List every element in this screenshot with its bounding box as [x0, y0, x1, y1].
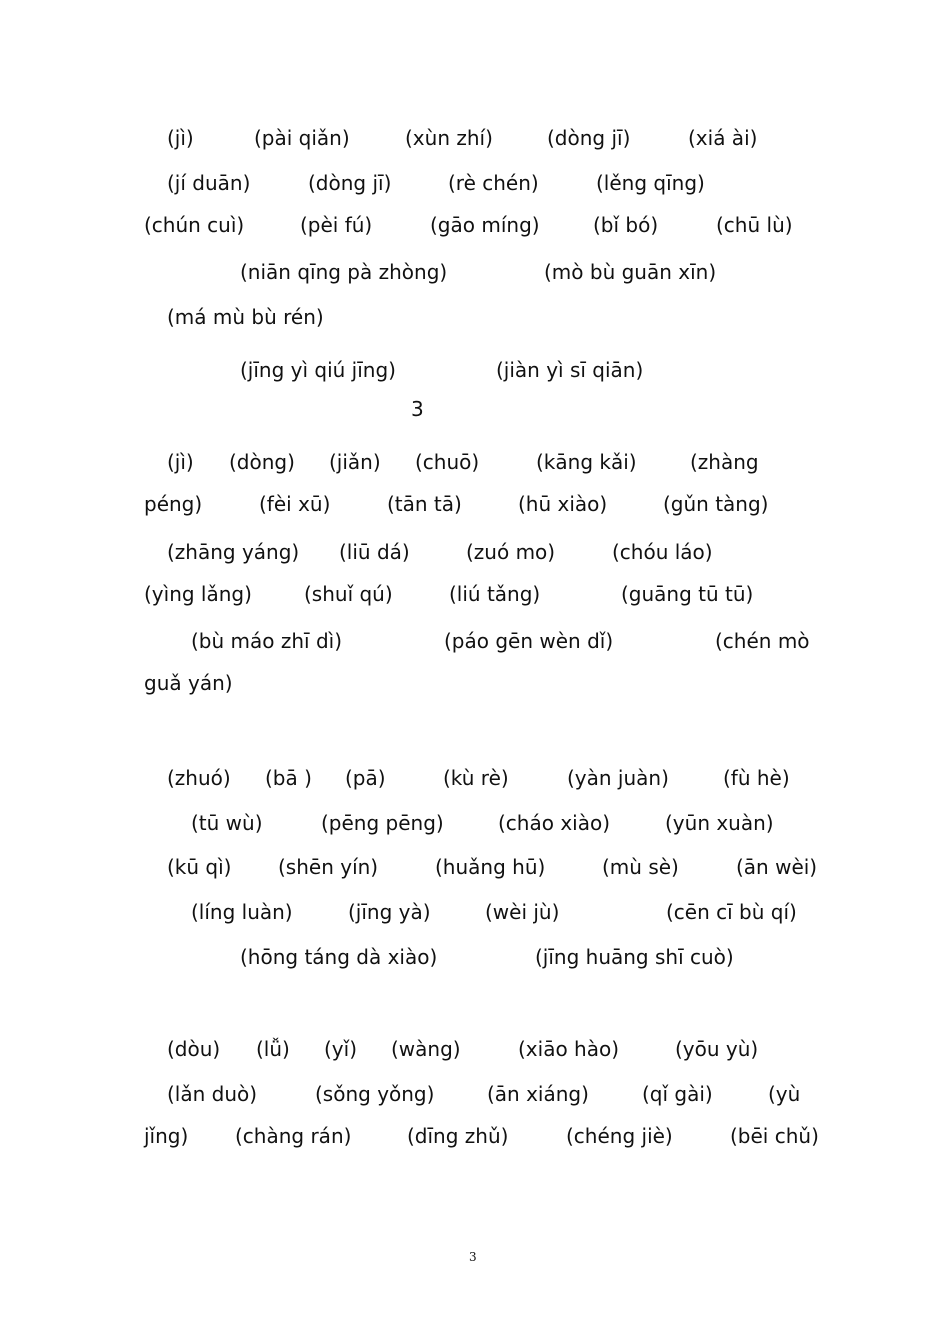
pinyin-line — [0, 302, 950, 332]
pinyin-term: (má mù bù rén) — [167, 305, 324, 329]
pinyin-term: (tān tā) — [387, 492, 462, 516]
pinyin-line — [0, 897, 950, 927]
pinyin-line — [0, 808, 950, 838]
pinyin-term: (yàn juàn) — [567, 766, 669, 790]
pinyin-term: (dòng jī) — [308, 171, 392, 195]
pinyin-term: (xùn zhí) — [405, 126, 493, 150]
pinyin-term: (yìng lǎng) — [144, 582, 252, 606]
pinyin-term: (páo gēn wèn dǐ) — [444, 629, 614, 653]
pinyin-term: (cháo xiào) — [498, 811, 611, 835]
pinyin-term: (ān wèi) — [736, 855, 818, 879]
pinyin-line — [0, 355, 950, 385]
pinyin-term: (líng luàn) — [191, 900, 293, 924]
pinyin-term: (fù hè) — [723, 766, 790, 790]
pinyin-term: (xiāo hào) — [518, 1037, 620, 1061]
pinyin-term: (fèi xū) — [259, 492, 331, 516]
pinyin-term: (yù — [768, 1082, 801, 1106]
pinyin-line — [0, 1079, 950, 1109]
pinyin-term: (zhuó) — [167, 766, 231, 790]
pinyin-term: (bā ) — [265, 766, 312, 790]
pinyin-term: (chàng rán) — [235, 1124, 352, 1148]
pinyin-term: (wàng) — [391, 1037, 461, 1061]
section-number: 3 — [411, 397, 424, 421]
pinyin-term: (hū xiào) — [518, 492, 608, 516]
pinyin-term: (jì) — [167, 126, 194, 150]
pinyin-term: (guāng tū tū) — [621, 582, 754, 606]
pinyin-term: (lǚ) — [256, 1037, 290, 1061]
pinyin-term: (hōng táng dà xiào) — [240, 945, 438, 969]
pinyin-term: (lěng qīng) — [596, 171, 705, 195]
pinyin-term: (yǐ) — [324, 1037, 357, 1061]
pinyin-term: (kāng kǎi) — [536, 450, 637, 474]
pinyin-term: (lǎn duò) — [167, 1082, 258, 1106]
pinyin-line — [0, 447, 950, 477]
pinyin-term: (shuǐ qú) — [304, 582, 393, 606]
pinyin-line — [0, 852, 950, 882]
pinyin-line — [0, 537, 950, 567]
pinyin-term: (yōu yù) — [675, 1037, 759, 1061]
pinyin-line — [0, 1034, 950, 1064]
pinyin-line — [0, 668, 950, 698]
pinyin-term: (zhāng yáng) — [167, 540, 300, 564]
pinyin-term: (zhàng — [690, 450, 759, 474]
pinyin-line — [0, 210, 950, 240]
pinyin-line — [0, 579, 950, 609]
pinyin-term: (jīng yì qiú jīng) — [240, 358, 396, 382]
pinyin-term: (shēn yín) — [278, 855, 379, 879]
pinyin-term: (liú tǎng) — [449, 582, 541, 606]
pinyin-term: (zuó mo) — [466, 540, 556, 564]
page-number: 3 — [469, 1250, 477, 1264]
pinyin-term: (pā) — [345, 766, 386, 790]
pinyin-term: (liū dá) — [339, 540, 410, 564]
pinyin-term: (gāo míng) — [430, 213, 540, 237]
pinyin-line — [0, 123, 950, 153]
pinyin-line — [0, 1121, 950, 1151]
pinyin-term: (jiǎn) — [329, 450, 381, 474]
pinyin-line — [0, 942, 950, 972]
pinyin-term: (chuō) — [415, 450, 480, 474]
pinyin-term: (bù máo zhī dì) — [191, 629, 343, 653]
pinyin-term: (chū lù) — [716, 213, 793, 237]
pinyin-term: (ān xiáng) — [487, 1082, 589, 1106]
pinyin-term: (bǐ bó) — [593, 213, 659, 237]
pinyin-term: (mù sè) — [602, 855, 679, 879]
pinyin-term: (kù rè) — [443, 766, 509, 790]
pinyin-term: (chéng jiè) — [566, 1124, 673, 1148]
pinyin-term: (pēng pēng) — [321, 811, 444, 835]
pinyin-term: (jiàn yì sī qiān) — [496, 358, 644, 382]
pinyin-term: (huǎng hū) — [435, 855, 546, 879]
pinyin-term: (tū wù) — [191, 811, 263, 835]
pinyin-term: (niān qīng pà zhòng) — [240, 260, 448, 284]
pinyin-line — [0, 763, 950, 793]
pinyin-line — [0, 489, 950, 519]
pinyin-term: (cēn cī bù qí) — [666, 900, 797, 924]
pinyin-term: (dòu) — [167, 1037, 221, 1061]
pinyin-line — [0, 257, 950, 287]
pinyin-term: (pài qiǎn) — [254, 126, 350, 150]
pinyin-term: jǐng) — [144, 1124, 189, 1148]
pinyin-term: (dīng zhǔ) — [407, 1124, 509, 1148]
pinyin-term: (rè chén) — [448, 171, 539, 195]
pinyin-term: (gǔn tàng) — [663, 492, 769, 516]
pinyin-term: (xiá ài) — [688, 126, 758, 150]
pinyin-term: (yūn xuàn) — [665, 811, 774, 835]
pinyin-term: (jīng huāng shī cuò) — [535, 945, 734, 969]
pinyin-term: (dòng) — [229, 450, 295, 474]
pinyin-term: guǎ yán) — [144, 671, 233, 695]
pinyin-term: (jīng yà) — [348, 900, 431, 924]
pinyin-term: (jì) — [167, 450, 194, 474]
pinyin-line — [0, 168, 950, 198]
pinyin-term: (sǒng yǒng) — [315, 1082, 435, 1106]
pinyin-term: (bēi chǔ) — [730, 1124, 819, 1148]
pinyin-term: (qǐ gài) — [642, 1082, 713, 1106]
pinyin-term: (pèi fú) — [300, 213, 373, 237]
pinyin-term: (chén mò — [715, 629, 810, 653]
pinyin-term: (dòng jī) — [547, 126, 631, 150]
pinyin-term: (mò bù guān xīn) — [544, 260, 717, 284]
pinyin-term: (wèi jù) — [485, 900, 560, 924]
pinyin-term: péng) — [144, 492, 203, 516]
pinyin-term: (chóu láo) — [612, 540, 713, 564]
pinyin-term: (jí duān) — [167, 171, 251, 195]
pinyin-term: (kū qì) — [167, 855, 232, 879]
pinyin-line — [0, 626, 950, 656]
pinyin-term: (chún cuì) — [144, 213, 245, 237]
